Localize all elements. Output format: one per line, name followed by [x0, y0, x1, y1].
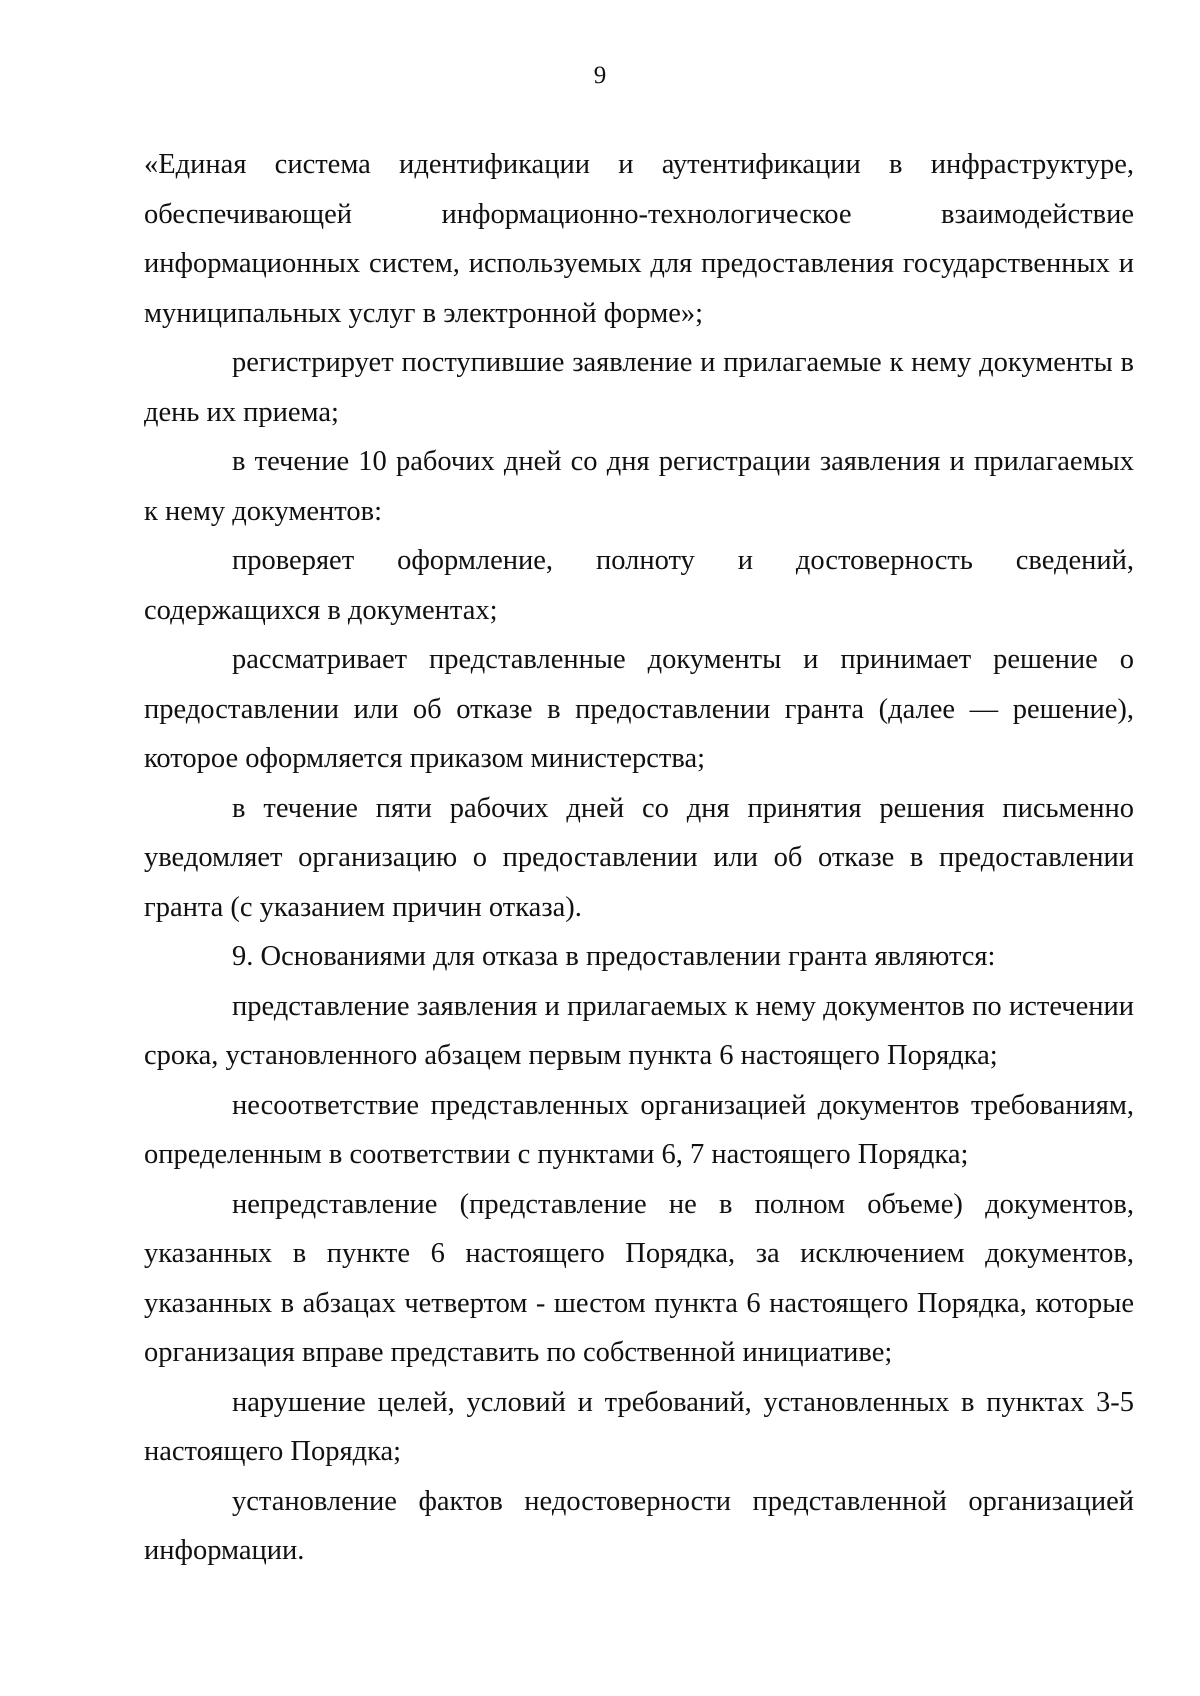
- paragraph-violation: нарушение целей, условий и требований, установленных в пунктах 3-5 настоящего Порядка;: [144, 1386, 1134, 1467]
- page-number: 9: [593, 62, 607, 89]
- paragraph-false-information: установление фактов недостоверности представленной организацией информации.: [144, 1485, 1134, 1566]
- paragraph-nonconformity: несоответствие представленных организацией документов требованиям, определенным в соответствии с пунктами 6, 7 настоящего Порядка;: [144, 1089, 1134, 1170]
- paragraph-continuation: «Единая система идентификации и аутентификации в инфраструктуре, обеспечивающей информационно-технологическое взаимодействие информационных систем, используемых для предоставления государственных и муниципальных услуг в электронной форме»;: [144, 149, 1134, 329]
- paragraph-registers: регистрирует поступившие заявление и прилагаемые к нему документы в день их приема;: [144, 347, 1134, 428]
- document-body: [144, 140, 1134, 1576]
- paragraph-late-submission: представление заявления и прилагаемых к нему документов по истечении срока, установленного абзацем первым пункта 6 настоящего Порядка;: [144, 990, 1134, 1071]
- paragraph-considers: рассматривает представленные документы и принимает решение о предоставлении или об отказе в предоставлении гранта (далее — решение), которое оформляется приказом министерства;: [144, 644, 1134, 774]
- paragraph-incomplete-documents: непредставление (представление не в полном объеме) документов, указанных в пункте 6 настоящего Порядка, за исключением документов, указанных в абзацах четвертом - шестом пункта 6 настоящего Порядка, которые организация вправе представить по собственной инициативе;: [144, 1188, 1134, 1368]
- paragraph-notifies: в течение пяти рабочих дней со дня принятия решения письменно уведомляет организацию о предоставлении или об отказе в предоставлении гранта (с указанием причин отказа).: [144, 792, 1134, 923]
- paragraph-section-9-heading: 9. Основаниями для отказа в предоставлении гранта являются:: [232, 941, 996, 972]
- paragraph-within-10-days: в течение 10 рабочих дней со дня регистрации заявления и прилагаемых к нему документов:: [144, 446, 1134, 527]
- paragraph-checks: проверяет оформление, полноту и достоверность сведений, содержащихся в документах;: [144, 545, 1134, 626]
